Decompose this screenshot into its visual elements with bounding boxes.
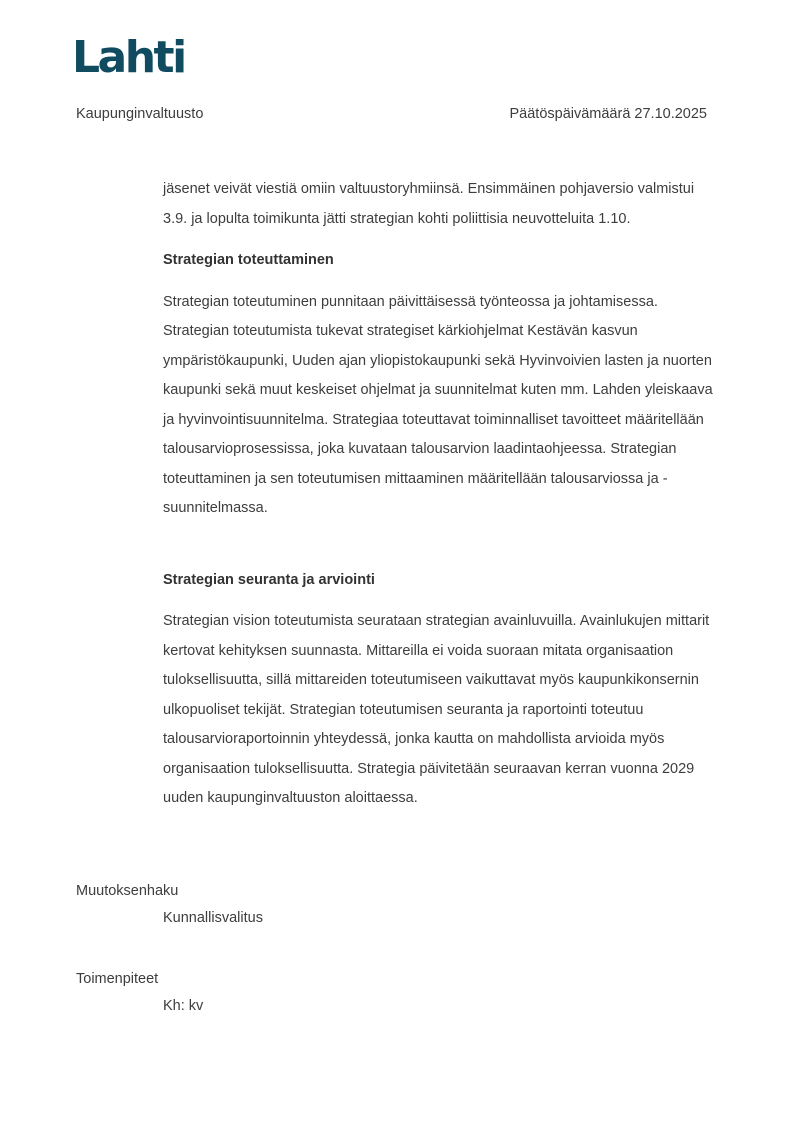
section-paragraph-seuranta: Strategian vision toteutumista seurataan strategian avainluvuilla. Avainlukujen mittarit kertovat kehityksen suunnasta. Mittareilla ei voida suoraan mitata organisaation tuloksellisuutta, sillä mittareiden toteutumiseen vaikuttavat myös kaupunkikonsernin ulkopuoliset tekijät. Strategian toteutumisen seuranta ja raportointi toteutuu talousarvioraportoinnin yhteydessä, jonka kautta on mahdollista arvioida myös organisaation tuloksellisuutta. Strategia päivitetään seuraavan kerran vuonna 2029 uuden kaupunginvaltuuston aloittaessa. (163, 613, 710, 806)
appeal-label: Muutoksenhaku (76, 883, 179, 899)
section-paragraph-toteuttaminen: Strategian toteutuminen punnitaan päivittäisessä työnteossa ja johtamisessa. Strategian toteutumista tukevat strategiset kärkiohjelmat Kestävän kasvun ympäristökaupunki, Uuden ajan yliopistokaupunki sekä Hyvinvoivien lasten ja nuorten kaupunki sekä muut keskeiset ohjelmat ja suunnitelmat kuten mm. Lahden yleiskaava ja hyvinvointisuunnitelma. Strategiaa toteuttavat toiminnalliset tavoitteet määritellään talousarvioprosessissa, joka kuvataan talousarvion laadintaohjeessa. Strategian toteuttaminen ja sen toteutumisen mittaaminen määritellään talousarviossa ja -suunnitelmassa. (163, 293, 713, 516)
document-body (163, 175, 715, 814)
intro-paragraph: jäsenet veivät viestiä omiin valtuustoryhmiinsä. Ensimmäinen pohjaversio valmistui 3.9. ja lopulta toimikunta jätti strategian kohti poliittisia neuvotteluita 1.10. (163, 181, 695, 227)
actions-label: Toimenpiteet (76, 971, 159, 987)
appeal-value: Kunnallisvalitus (163, 910, 263, 926)
document-header (76, 104, 707, 124)
section-heading-seuranta: Strategian seuranta ja arviointi (163, 571, 375, 588)
section-heading-toteuttaminen: Strategian toteuttaminen (163, 252, 334, 268)
actions-value: Kh: kv (163, 998, 204, 1014)
lahti-city-logo: Lahti (72, 32, 185, 83)
header-decision-date: Päätöspäivämäärä 27.10.2025 (509, 106, 707, 122)
header-organization: Kaupunginvaltuusto (76, 106, 204, 122)
